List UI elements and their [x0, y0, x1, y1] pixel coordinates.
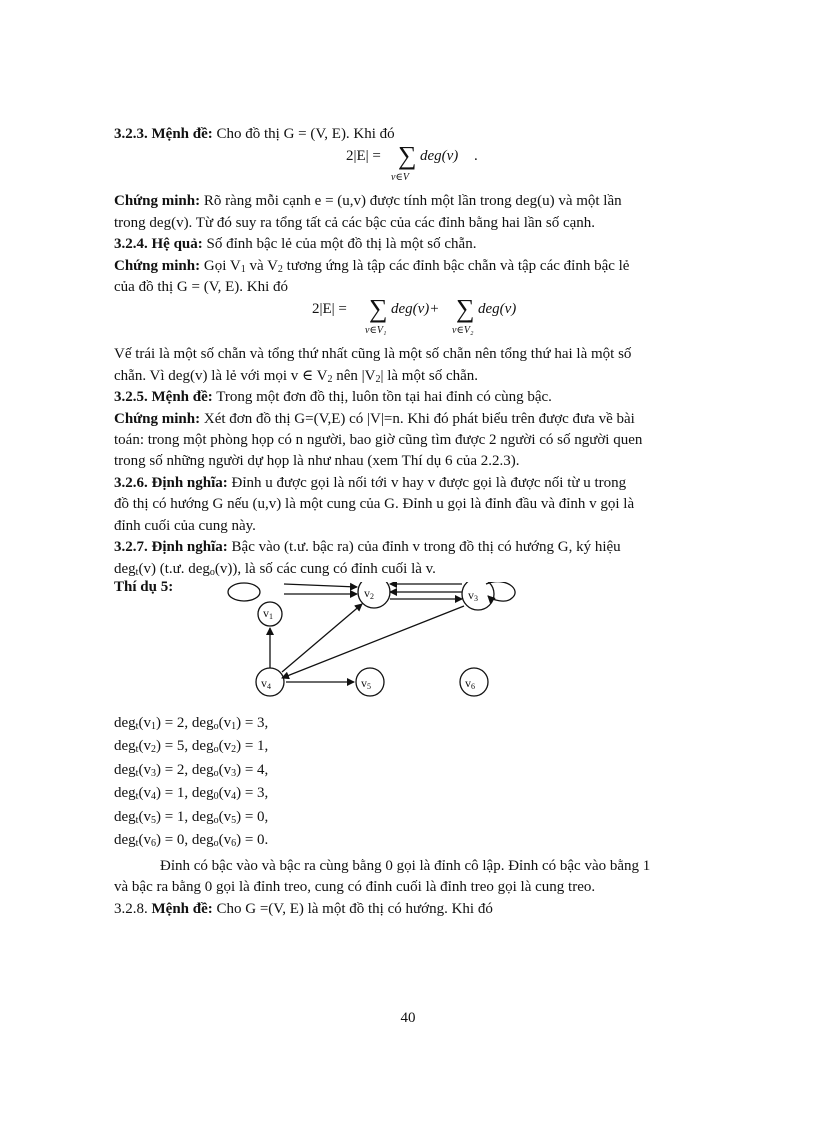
- section-text: Đỉnh u được gọi là nối tới v hay v được gọi là được nối từ u trong: [227, 474, 627, 491]
- eq-sub-1: v∈V₁: [365, 325, 387, 337]
- node-label-v5: v5: [361, 675, 371, 691]
- subscript: 1: [240, 263, 246, 275]
- subscript: t: [135, 566, 139, 578]
- text-run: Gọi V: [200, 257, 241, 274]
- proposition-3-2-8: [114, 899, 730, 920]
- definition-3-2-6-line-2: đồ thị có hướng G nếu (u,v) là một cung của G. Đỉnh u gọi là đỉnh đầu và đỉnh v gọi là: [114, 496, 635, 513]
- node-label-v3: v3: [468, 587, 478, 603]
- subscript: 2: [277, 263, 283, 275]
- edge-v3-v4: [282, 606, 464, 678]
- node-label-v6: v6: [465, 675, 475, 691]
- sigma-symbol: ∑: [456, 294, 475, 324]
- node-v2: [358, 582, 390, 608]
- text-run: | là một số chẵn.: [380, 367, 479, 384]
- section-text: Bậc vào (t.ư. bậc ra) của đỉnh v trong đồ thị có hướng G, ký hiệu: [227, 539, 621, 556]
- page-number: 40: [400, 1010, 416, 1026]
- closing-line-2: và bậc ra bằng 0 gọi là đỉnh treo, cung có đỉnh cuối là đỉnh treo gọi là cung treo.: [114, 879, 596, 896]
- equation-split-degrees: [114, 294, 730, 344]
- node-v3: [462, 582, 494, 610]
- text-run: (v)), là số các cung có đỉnh cuối là v.: [214, 560, 436, 577]
- text-run: (v) (t.ư. deg: [138, 560, 210, 577]
- definition-3-2-6-line-3: đỉnh cuối của cung này.: [114, 517, 256, 534]
- proof-line: Rõ ràng mỗi cạnh e = (u,v) được tính một lần trong deg(u) và một lần: [200, 193, 622, 210]
- eq-lhs: 2|E| =: [346, 148, 381, 165]
- eq-body: deg(v): [420, 148, 459, 165]
- proof-2-line-4: [114, 366, 730, 387]
- degree-list: [114, 712, 730, 853]
- section-label: 3.2.4. Hệ quả:: [114, 236, 203, 253]
- subscript: 2: [327, 373, 333, 385]
- loop-edge-left: [228, 583, 260, 601]
- proposition-3-2-5: [114, 387, 730, 408]
- eq-end: .: [474, 148, 478, 165]
- proof-label: Chứng minh:: [114, 193, 201, 210]
- proof-2-line-2: của đồ thị G = (V, E). Khi đó: [114, 279, 288, 296]
- proof-label: Chứng minh:: [114, 257, 201, 274]
- node-label-v1: v1: [263, 605, 273, 621]
- text-run: deg: [114, 560, 136, 577]
- text-run: và V: [245, 257, 278, 274]
- closing-line-1: Đỉnh có bậc vào và bậc ra cùng bằng 0 gọi là đỉnh cô lập. Đỉnh có bậc vào bằng 1: [160, 857, 651, 874]
- definition-3-2-7: [114, 537, 730, 558]
- proof-2-line-3: Vế trái là một số chẵn và tổng thứ nhất cũng là một số chẵn nên tổng thứ hai là một số: [114, 346, 632, 363]
- section-number: 3.2.8.: [114, 900, 148, 917]
- proposition-3-2-3: [114, 124, 730, 145]
- degree-line: $deg_t(v_6) = 0$, $deg_o(v_6) = 0$.: [114, 832, 269, 850]
- text-run: tương ứng là tập các đỉnh bậc chẵn và tập các đỉnh bậc lẻ: [282, 257, 630, 274]
- degree-line: $deg_t(v_5) = 1$, $deg_o(v_5) = 0$,: [114, 808, 269, 826]
- degree-line: $deg_t(v_2) = 5$, $deg_o(v_2) = 1$,: [114, 738, 269, 756]
- proof-3: [114, 409, 730, 430]
- section-text: Cho G =(V, E) là một đồ thị có hướng. Khi đó: [212, 900, 493, 917]
- proof-3-line-3: trong số những người dự họp là như nhau (xem Thí dụ 6 của 2.2.3).: [114, 453, 520, 470]
- eq-term-2: deg(v): [478, 301, 517, 318]
- section-text: Trong một đơn đồ thị, luôn tồn tại hai đỉnh có cùng bậc.: [212, 389, 552, 406]
- degree-line: $deg_t(v_3) = 2$, $deg_o(v_3) = 4$,: [114, 761, 269, 779]
- proof-3-line-2: toán: trong một phòng họp có n người, bao giờ cũng tìm được 2 người có số người quen: [114, 432, 643, 449]
- proof-2: [114, 256, 730, 277]
- eq-term-1: deg(v)+: [391, 301, 440, 318]
- proof-1-line-2: trong deg(v). Từ đó suy ra tổng tất cả các bậc của các đỉnh bằng hai lần số cạnh.: [114, 214, 596, 231]
- sigma-symbol: ∑: [369, 294, 388, 324]
- node-label-v2: v2: [364, 585, 374, 601]
- section-label: 3.2.5. Mệnh đề:: [114, 389, 213, 406]
- section-word: Mệnh đề:: [147, 900, 213, 917]
- section-label: 3.2.6. Định nghĩa:: [114, 474, 228, 491]
- text-run: nên |V: [332, 367, 376, 384]
- node-label-v4: v4: [261, 675, 271, 691]
- section-text: Số đỉnh bậc lẻ của một đồ thị là một số chẵn.: [202, 236, 477, 253]
- degree-line: $deg_t(v_4) = 1$, $deg_0(v_4) = 3$,: [114, 785, 269, 803]
- corollary-3-2-4: [114, 234, 730, 255]
- edge-to-v2-a: [284, 584, 357, 587]
- eq-lhs: 2|E| =: [312, 301, 347, 318]
- section-text: Cho đồ thị G = (V, E). Khi đó: [212, 126, 395, 142]
- eq-sub: v∈V: [391, 172, 409, 184]
- proof-label: Chứng minh:: [114, 410, 201, 427]
- directed-graph: [114, 582, 730, 708]
- degree-line: $deg_t(v_1) = 2$, $deg_o(v_1) = 3$,: [114, 714, 269, 732]
- subscript: o: [209, 566, 215, 578]
- proof-1: [114, 191, 730, 212]
- document-body: [114, 124, 730, 920]
- text-run: chẵn. Vì deg(v) là lẻ với mọi v ∈ V: [114, 367, 328, 384]
- section-label: 3.2.7. Định nghĩa:: [114, 539, 228, 556]
- eq-sub-2: v∈V₂: [452, 325, 474, 337]
- section-label: 3.2.3. Mệnh đề:: [114, 126, 213, 142]
- definition-3-2-7-line-2: [114, 559, 730, 580]
- example-label: Thí dụ 5:: [114, 578, 174, 595]
- sigma-symbol: ∑: [398, 141, 417, 171]
- proof-line: Xét đơn đồ thị G=(V,E) có |V|=n. Khi đó phát biểu trên được đưa về bài: [200, 410, 635, 427]
- example-5-figure: [114, 578, 730, 708]
- definition-3-2-6: [114, 473, 730, 494]
- subscript: 2: [375, 373, 381, 385]
- equation-sum-degrees: [114, 141, 730, 191]
